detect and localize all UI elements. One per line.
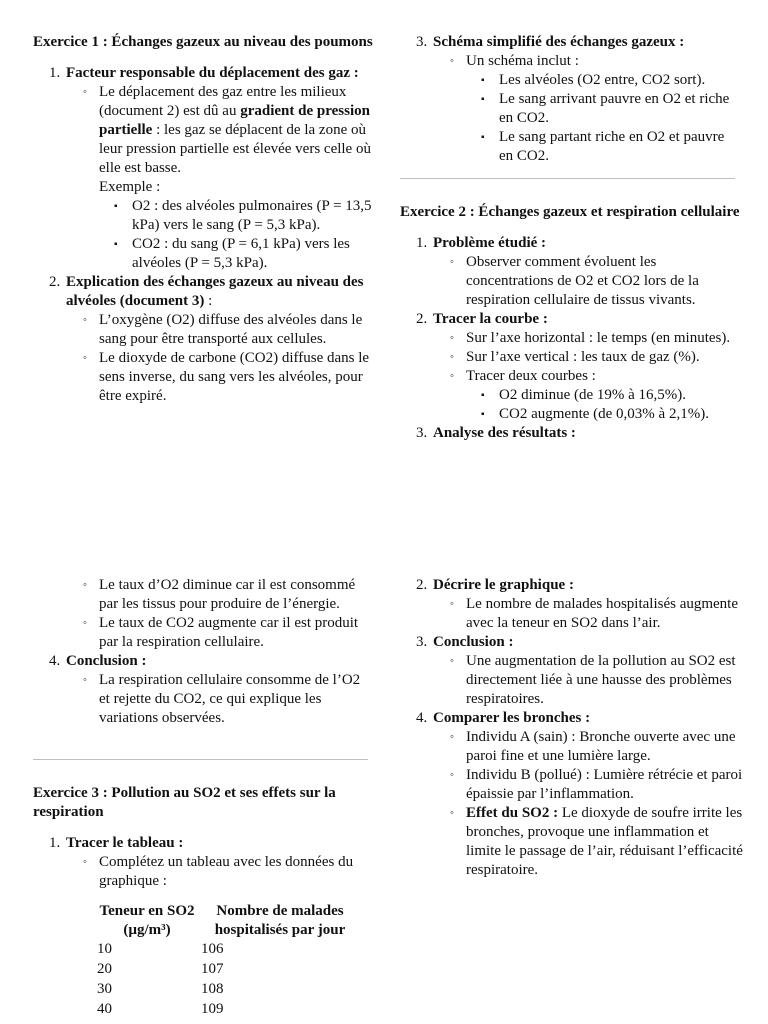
- exercise-1-left: [33, 33, 373, 406]
- ex1-question-1: 1. Facteur responsable du déplacement des gaz : ◦ Le déplacement des gaz entre les milieux (document 2) est dû au gradient de pression partielle : les gaz se déplacent de la zone où leur pression partielle est élevée vers celle où elle est basse. Exemple : ▪ O2 : des alvéoles pulmonaires (P = 13,5 kPa) vers le sang (P = 5,3 kPa). ▪ CO2 : du sang (P = 6,1 kPa) vers les alvéoles (P = 5,3 kPa).: [33, 64, 373, 273]
- ex3-question-4: 4. Comparer les bronches : ◦ Individu A (sain) : Bronche ouverte avec une paroi fine et une lumière large. ◦ Individu B (pollué) : Lumière rétrécie et paroi épaissie par l’inflammation. ◦ Effet du SO2 : Le dioxyde de soufre irrite les bronches, provoque une inflammation et limite le passage de l’air, réduisant l’efficacité respiratoire.: [400, 709, 745, 880]
- table-row: 40 109: [97, 1001, 224, 1017]
- ex3-question-2: 2. Décrire le graphique : ◦ Le nombre de malades hospitalisés augmente avec la teneur en SO2 dans l’air.: [400, 576, 745, 633]
- exercise-1-right: [400, 33, 740, 166]
- list-item: ◦ Sur l’axe vertical : les taux de gaz (%).: [433, 348, 740, 367]
- list-item: ◦ Individu A (sain) : Bronche ouverte avec une paroi fine et une lumière large.: [433, 728, 745, 766]
- list-item: ▪ O2 : des alvéoles pulmonaires (P = 13,5 kPa) vers le sang (P = 5,3 kPa).: [99, 197, 373, 235]
- ex2-question-3: 3. Analyse des résultats :: [416, 425, 576, 441]
- list-item: ▪ CO2 augmente (de 0,03% à 2,1%).: [466, 405, 740, 424]
- ex1-question-3: 3. Schéma simplifié des échanges gazeux : ◦ Un schéma inclut : ▪ Les alvéoles (O2 entre, CO2 sort). ▪ Le sang arrivant pauvre en O2 et riche en CO2. ▪ Le sang partant riche en O2 et pauvre en CO2.: [400, 33, 740, 166]
- list-item: ▪ O2 diminue (de 19% à 16,5%).: [466, 386, 740, 405]
- list-item: ◦ Le nombre de malades hospitalisés augmente avec la teneur en SO2 dans l’air.: [433, 595, 745, 633]
- exercise-3-title: Exercice 3 : Pollution au SO2 et ses effets sur la respiration: [33, 785, 336, 820]
- ex1-question-2-title: Explication des échanges gazeux au niveau des alvéoles (document 3): [66, 274, 364, 309]
- ex3-question-3-title: Conclusion :: [433, 634, 514, 650]
- ex2-question-1: 1. Problème étudié : ◦ Observer comment évoluent les concentrations de O2 et CO2 lors de la respiration cellulaire de tissus vivants.: [400, 234, 740, 310]
- list-item: ◦ Une augmentation de la pollution au SO2 est directement liée à une hausse des problèmes respiratoires.: [433, 652, 745, 709]
- list-item: ◦ Le taux d’O2 diminue car il est consommé par les tissus pour produire de l’énergie.: [66, 576, 373, 614]
- exercise-2-title: Exercice 2 : Échanges gazeux et respiration cellulaire: [400, 204, 740, 220]
- list-item: ◦ Sur l’axe horizontal : le temps (en minutes).: [433, 329, 740, 348]
- exercise-2-continued: [33, 576, 373, 728]
- ex3-question-1: 1. Tracer le tableau : ◦ Complétez un tableau avec les données du graphique :: [33, 834, 373, 891]
- exercise-3-right: [400, 576, 745, 880]
- list-item: ◦ Observer comment évoluent les concentrations de O2 et CO2 lors de la respiration cellulaire de tissus vivants.: [433, 253, 740, 310]
- table-header-so2: Teneur en SO2 (µg/m³): [99, 903, 195, 938]
- list-item: ◦ Tracer deux courbes : ▪ O2 diminue (de 19% à 16,5%). ▪ CO2 augmente (de 0,03% à 2,1%).: [433, 367, 740, 424]
- divider: [400, 178, 735, 179]
- ex3-question-1-title: Tracer le tableau :: [66, 835, 184, 851]
- list-item: ▪ Le sang arrivant pauvre en O2 et riche en CO2.: [466, 90, 740, 128]
- list-item: ◦ Le déplacement des gaz entre les milieux (document 2) est dû au gradient de pression partielle : les gaz se déplacent de la zone où leur pression partielle est élevée vers celle où elle est basse. Exemple : ▪ O2 : des alvéoles pulmonaires (P = 13,5 kPa) vers le sang (P = 5,3 kPa). ▪ CO2 : du sang (P = 6,1 kPa) vers les alvéoles (P = 5,3 kPa).: [66, 83, 373, 273]
- ex2-question-2: 2. Tracer la courbe : ◦ Sur l’axe horizontal : le temps (en minutes). ◦ Sur l’axe vertical : les taux de gaz (%). ◦ Tracer deux courbes : ▪ O2 diminue (de 19% à 16,5%). ▪ CO2 augmente (de 0,03% à 2,1%).: [400, 310, 740, 424]
- table-row: 30 108: [97, 981, 224, 997]
- list-item: ◦ L’oxygène (O2) diffuse des alvéoles dans le sang pour être transporté aux cellules.: [66, 311, 373, 349]
- ex2-question-3-title: Analyse des résultats :: [433, 425, 576, 441]
- list-item: ▪ CO2 : du sang (P = 6,1 kPa) vers les alvéoles (P = 5,3 kPa).: [99, 235, 373, 273]
- list-item: ◦ Le dioxyde de carbone (CO2) diffuse dans le sens inverse, du sang vers les alvéoles, pour être expiré.: [66, 349, 373, 406]
- list-item: ◦ Complétez un tableau avec les données du graphique :: [66, 853, 373, 891]
- list-item: ◦ Effet du SO2 : Le dioxyde de soufre irrite les bronches, provoque une inflammation et limite le passage de l’air, réduisant l’efficacité respiratoire.: [433, 804, 745, 880]
- ex3-question-2-title: Décrire le graphique :: [433, 577, 574, 593]
- table-header-row: [93, 902, 359, 940]
- ex2-question-2-title: Tracer la courbe :: [433, 311, 548, 327]
- ex3-question-3: 3. Conclusion : ◦ Une augmentation de la pollution au SO2 est directement liée à une hausse des problèmes respiratoires.: [400, 633, 745, 709]
- ex1-question-3-title: Schéma simplifié des échanges gazeux :: [433, 34, 685, 50]
- ex1-question-1-title: Facteur responsable du déplacement des gaz :: [66, 65, 359, 81]
- ex3-question-4-title: Comparer les bronches :: [433, 710, 591, 726]
- ex2-question-4: 4. Conclusion : ◦ La respiration cellulaire consomme de l’O2 et rejette du CO2, ce qui explique les variations observées.: [33, 652, 373, 728]
- ex1-question-2: 2. Explication des échanges gazeux au niveau des alvéoles (document 3) : ◦ L’oxygène (O2) diffuse des alvéoles dans le sang pour être transporté aux cellules. ◦ Le dioxyde de carbone (CO2) diffuse dans le sens inverse, du sang vers les alvéoles, pour être expiré.: [33, 273, 373, 406]
- table-header-patients: Nombre de malades hospitalisés par jour: [214, 903, 346, 938]
- ex2-question-4-title: Conclusion :: [66, 653, 147, 669]
- divider: [33, 759, 368, 760]
- exercise-2-top: [400, 203, 740, 443]
- list-item: ◦ Individu B (pollué) : Lumière rétrécie et paroi épaissie par l’inflammation.: [433, 766, 745, 804]
- table-row: 10 106: [97, 941, 224, 957]
- table-row: 20 107: [97, 961, 224, 977]
- so2-data-table: [93, 902, 359, 1020]
- list-item: ◦ Le taux de CO2 augmente car il est produit par la respiration cellulaire.: [66, 614, 373, 652]
- ex2-question-1-title: Problème étudié :: [433, 235, 547, 251]
- list-item: ▪ Le sang partant riche en O2 et pauvre en CO2.: [466, 128, 740, 166]
- exercise-1-title: Exercice 1 : Échanges gazeux au niveau des poumons: [33, 34, 373, 50]
- list-item: ◦ Un schéma inclut : ▪ Les alvéoles (O2 entre, CO2 sort). ▪ Le sang arrivant pauvre en O2 et riche en CO2. ▪ Le sang partant riche en O2 et pauvre en CO2.: [433, 52, 740, 166]
- list-item: ◦ La respiration cellulaire consomme de l’O2 et rejette du CO2, ce qui explique les variations observées.: [66, 671, 373, 728]
- list-item: ▪ Les alvéoles (O2 entre, CO2 sort).: [466, 71, 740, 90]
- exercise-3-left: [33, 784, 373, 1020]
